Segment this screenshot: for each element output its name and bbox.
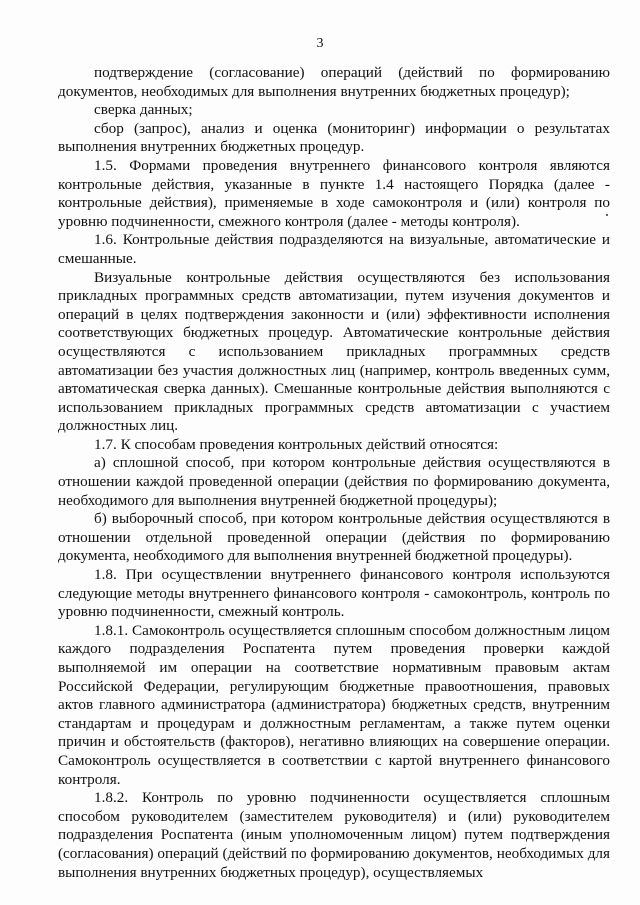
paragraph-data-reconciliation: сверка данных; <box>94 101 193 119</box>
paragraph-information-collection: сбор (запрос), анализ и оценка (мониторинг) информации о результатах выполнения внутренних бюджетных процедур. <box>58 119 610 156</box>
document-body <box>58 64 610 882</box>
paragraph-1-8-2: 1.8.2. Контроль по уровню подчиненности осуществляется сплошным способом руководителем (заместителем руководителя) и (или) руководителем подразделения Роспатента (иным уполномоченным лицом) путем подтверждения (согласования) операций (действий по формированию документов, необходимых для выполнения внутренних бюджетных процедур), осуществляемых <box>58 789 610 881</box>
paragraph-1-7: 1.7. К способам проведения контрольных действий относятся: <box>94 435 499 453</box>
paragraph-1-7-b: б) выборочный способ, при котором контрольные действия осуществляются в отношении отдельной проведенной операции (действия по формированию документа, необходимого для выполнения внутренней бюджетной процедуры). <box>58 510 610 565</box>
paragraph-1-7-a: а) сплошной способ, при котором контрольные действия осуществляются в отношении каждой проведенной операции (действия по формированию документа, необходимого для выполнения внутренней бюджетной процедуры); <box>58 454 610 509</box>
paragraph-1-8-1: 1.8.1. Самоконтроль осуществляется сплошным способом должностным лицом каждого подразделения Роспатента путем проведения проверки каждой выполняемой им операции на соответствие нормативным правовым актам Российской Федерации, регулирующим бюджетные правоотношения, правовых актов главного администратора (администратора) бюджетных средств, внутренним стандартам и процедурам и должностным регламентам, а также путем оценки причин и обстоятельств (факторов), негативно влияющих на совершение операции. Самоконтроль осуществляется в соответствии с картой внутреннего финансового контроля. <box>58 621 610 788</box>
paragraph-1-6: 1.6. Контрольные действия подразделяются на визуальные, автоматические и смешанные. <box>58 231 610 267</box>
paragraph-visual-actions: Визуальные контрольные действия осуществляются без использования прикладных программных средств автоматизации, путем изучения документов и операций в целях подтверждения законности и (или) эффективности исполнения соответствующих бюджетных процедур. Автоматические контрольные действия осуществляются с использованием прикладных программных средств автоматизации без участия должностных лиц (например, контроль введенных сумм, автоматическая сверка данных). Смешанные контрольные действия выполняются с использованием прикладных программных средств автоматизации с участием должностных лиц. <box>58 268 610 435</box>
paragraph-confirmation: подтверждение (согласование) операций (действий по формированию документов, необходимых для выполнения внутренних бюджетных процедур); <box>58 64 610 100</box>
page-number: 3 <box>316 36 324 51</box>
paragraph-1-5: 1.5. Формами проведения внутреннего финансового контроля являются контрольные действия, указанные в пункте 1.4 настоящего Порядка (далее - контрольные действия), применяемые в ходе самоконтроля и (или) контроля по уровню подчиненности, смежного контроля (далее - методы контроля). <box>58 156 610 230</box>
paragraph-1-8: 1.8. При осуществлении внутреннего финансового контроля используются следующие методы внутреннего финансового контроля - самоконтроль, контроль по уровню подчиненности, смежный контроль. <box>58 566 610 621</box>
